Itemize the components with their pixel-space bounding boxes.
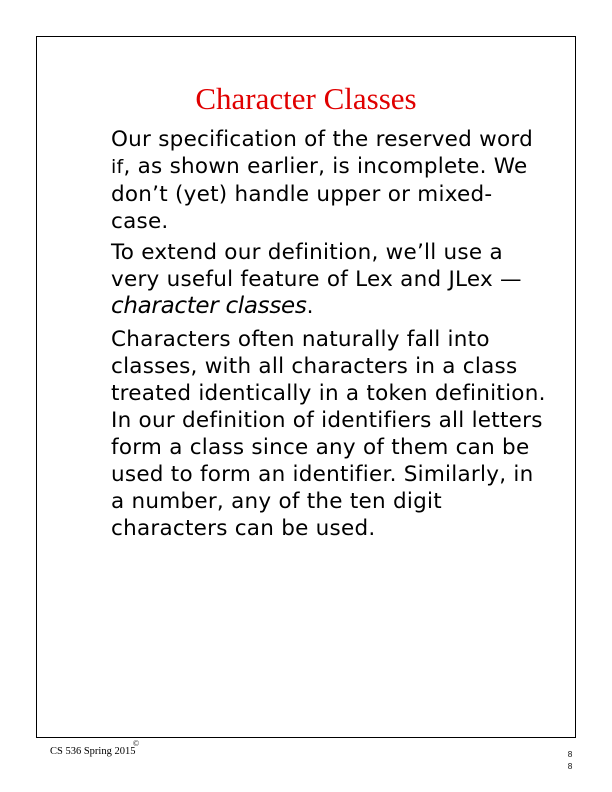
footer-course-label: CS 536 Spring 2015	[50, 746, 136, 757]
paragraph-text: , as shown earlier, is incomplete. We don’t (yet) handle upper or mixed- case.	[111, 154, 528, 234]
paragraph-reserved-word	[111, 126, 551, 235]
paragraph-extend-definition	[111, 239, 551, 320]
page-number-bottom: 8	[567, 762, 573, 771]
slide-body	[111, 126, 551, 546]
keyword-if: if	[111, 156, 124, 178]
copyright-mark: ©	[133, 739, 140, 748]
slide-title: Character Classes	[195, 81, 417, 116]
page-number	[560, 749, 580, 773]
term-character-classes: character classes	[111, 293, 307, 319]
paragraph-text: Our specification of the reserved word	[111, 127, 533, 152]
page-number-top: 8	[567, 750, 573, 759]
paragraph-text: .	[306, 294, 314, 319]
paragraph-text: To extend our definition, we’ll use a very useful feature of Lex and JLex —	[111, 240, 522, 292]
paragraph-character-classes: Characters often naturally fall into classes, with all characters in a class treated identically in a token definition. In our definition of identifiers all letters form a class since any of them can be used to form an identifier. Similarly, in a number, any of the ten digit characters can be used.	[111, 327, 546, 541]
